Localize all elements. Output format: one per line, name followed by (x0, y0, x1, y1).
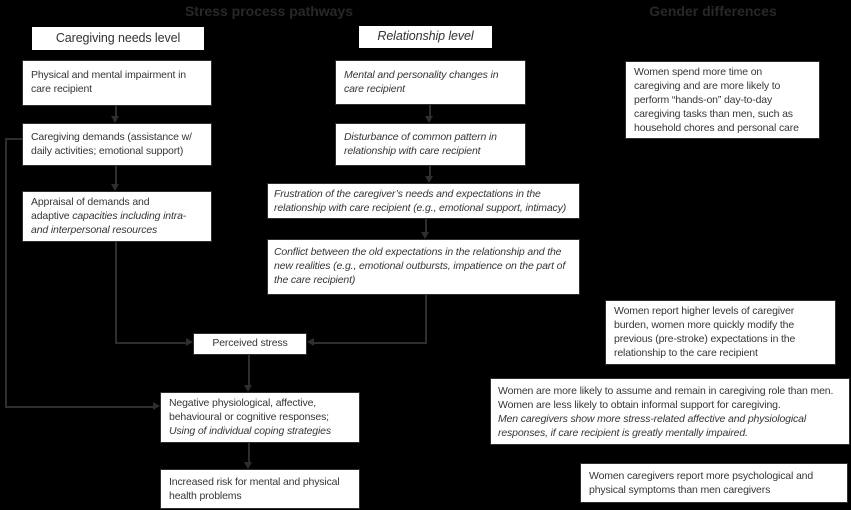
box-text-line: care recipient (344, 83, 405, 95)
box-text-line: Increased risk for mental and physical (169, 476, 340, 488)
column-header-label: Caregiving needs level (55, 31, 181, 45)
box-text-line: behavioural or cognitive responses; (169, 411, 329, 423)
box-text-line: Physical and mental impairment in (31, 69, 186, 81)
box-text-line: Men caregivers show more stress-related affective and physiological (498, 413, 807, 425)
connector-line (425, 219, 427, 233)
box-text-line: Women report higher levels of caregiver (614, 305, 795, 317)
arrowhead-down-icon (244, 462, 252, 469)
column-header-caregiving-needs-level (32, 27, 204, 50)
arrowhead-right-icon (153, 402, 160, 410)
box-conflict-old-expectations (267, 239, 580, 295)
box-text-line: physical symptoms than men caregivers (589, 484, 771, 496)
box-text-line: Using of individual coping strategies (169, 425, 331, 437)
connector-line (5, 406, 153, 408)
box-text-line: Mental and personality changes in (344, 69, 499, 81)
connector-line (115, 242, 117, 344)
arrowhead-down-icon (244, 385, 252, 392)
column-header-relationship-level (359, 26, 492, 48)
box-text-line: daily activities; emotional support) (31, 145, 184, 157)
column-header-label: Relationship level (377, 29, 474, 43)
connector-line (115, 342, 186, 344)
box-text-line: Women spend more time on (634, 66, 763, 78)
box-caregiving-demands (22, 123, 212, 166)
box-text-line: Disturbance of common pattern in (344, 131, 497, 143)
box-text-line: household chores and personal care (634, 122, 799, 134)
box-perceived-stress (193, 333, 307, 355)
box-text-line: health problems (169, 490, 242, 502)
box-physical-mental-impairment (22, 60, 212, 106)
arrowhead-down-icon (425, 116, 433, 123)
box-text-line: caregiving tasks than men, such as (634, 108, 793, 120)
connector-line (248, 443, 250, 463)
section-title-gender-differences: Gender differences (649, 3, 777, 19)
connector-line (6, 138, 23, 140)
box-text-line: Frustration of the caregiver’s needs and expectations in the (274, 188, 541, 200)
box-appraisal-of-demands (22, 191, 212, 242)
box-text-line: Conflict between the old expectations in the relationship and the (274, 246, 562, 258)
box-text-line: burden, women more quickly modify the (614, 319, 795, 331)
connector-line (314, 342, 427, 344)
arrowhead-down-icon (111, 116, 119, 123)
box-text-line: Women are less likely to obtain informal support for caregiving. (498, 399, 781, 411)
box-text-line: previous (pre-stroke) expectations in the (614, 333, 796, 345)
box-text-line: caregiving and are more likely to (634, 80, 781, 92)
arrowhead-left-icon (307, 338, 314, 346)
connector-line (115, 166, 117, 185)
box-text-line: Caregiving demands (assistance w/ (31, 131, 192, 143)
box-text-line: care recipient (31, 83, 92, 95)
box-disturbance-common-pattern (335, 123, 526, 166)
box-gender-symptoms (580, 463, 848, 503)
box-text-line: relationship to the care recipient (614, 347, 758, 359)
box-text-line: relationship with care recipient (344, 145, 481, 157)
box-negative-responses (160, 392, 360, 443)
connector-line (5, 138, 7, 408)
box-text-line: the care recipient) (274, 274, 356, 286)
box-text-line: Women caregivers report more psychological and (589, 470, 814, 482)
arrowhead-down-icon (421, 232, 429, 239)
box-text-line: capacities including intra- (72, 210, 187, 222)
box-increased-risk (160, 469, 360, 509)
arrowhead-down-icon (425, 176, 433, 183)
box-text-line: perform “hands-on” day-to-day (634, 94, 773, 106)
box-text-line: new realities (e.g., emotional outbursts, impatience on the part of (274, 260, 566, 272)
box-text-line: Women are more likely to assume and remain in caregiving role than men. (498, 385, 834, 397)
box-text-line: Appraisal of demands and (31, 196, 150, 208)
arrowhead-right-icon (186, 338, 193, 346)
box-text-line: Perceived stress (212, 337, 288, 349)
box-gender-caregiving-role (490, 378, 850, 445)
connector-line (248, 355, 250, 386)
box-gender-time-spent (625, 61, 820, 139)
box-gender-caregiver-burden (605, 300, 836, 365)
arrowhead-down-icon (111, 184, 119, 191)
box-frustration-caregiver-needs (267, 183, 580, 219)
box-text-line: and interpersonal resources (31, 224, 158, 236)
box-text-line: Negative physiological, affective, (169, 397, 317, 409)
box-text-line: adaptive (31, 210, 73, 222)
section-title-stress-process: Stress process pathways (184, 3, 354, 19)
box-text-line: responses, if care recipient is greatly mentally impaired. (498, 427, 748, 439)
box-mental-personality-changes (335, 60, 526, 105)
connector-line (425, 295, 427, 344)
box-text-line: relationship with care recipient (e.g., emotional support, intimacy) (274, 202, 567, 214)
